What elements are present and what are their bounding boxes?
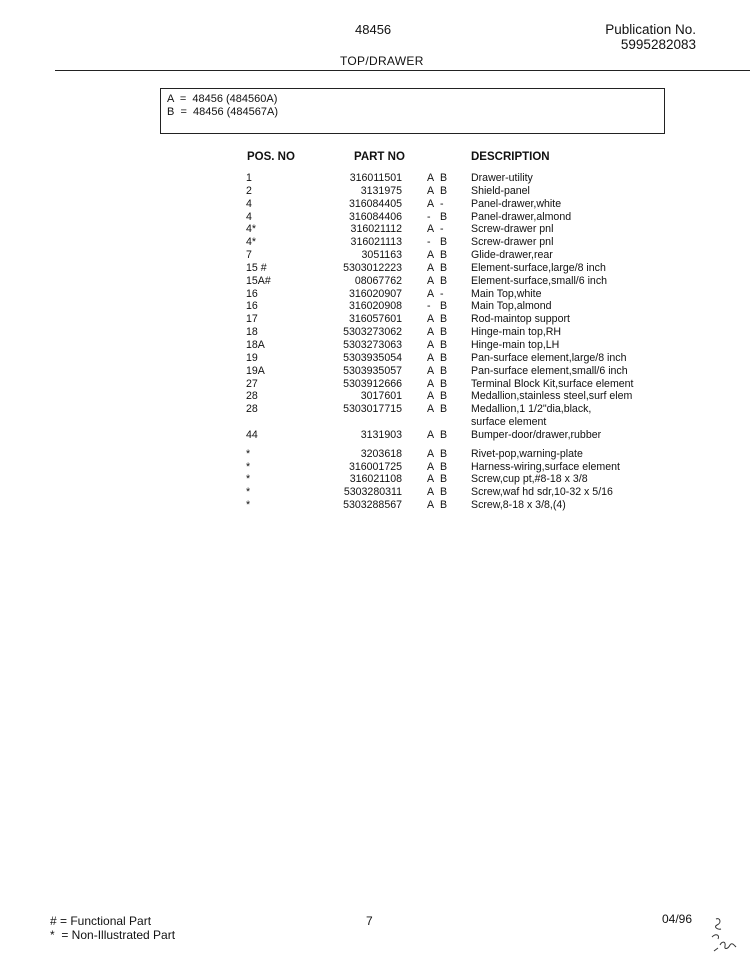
table-row bbox=[0, 211, 750, 224]
model-a-cell: A bbox=[427, 172, 435, 184]
model-a-cell: A bbox=[427, 313, 435, 326]
table-row bbox=[0, 223, 750, 236]
model-a-cell: - bbox=[427, 210, 431, 223]
table-row bbox=[0, 185, 750, 198]
part-number-cell: 5303280311 bbox=[343, 486, 402, 499]
part-number-cell: 5303935057 bbox=[343, 364, 402, 377]
part-number-cell: 316020907 bbox=[348, 287, 402, 300]
part-number-cell: 316084405 bbox=[348, 197, 402, 210]
non-illustrated-part-note: * = Non-Illustrated Part bbox=[50, 928, 176, 942]
pos-cell: 18A bbox=[246, 338, 265, 351]
pos-cell: 15A# bbox=[246, 274, 271, 287]
model-a-cell: A bbox=[427, 364, 435, 377]
model-a-cell: - bbox=[427, 236, 431, 249]
description-cell: Screw,waf hd sdr,10-32 x 5/16 bbox=[471, 486, 613, 499]
model-b-cell: B bbox=[440, 210, 448, 223]
model-a-cell: A bbox=[427, 428, 435, 441]
model-b-cell: B bbox=[440, 261, 448, 274]
model-a-cell: A bbox=[427, 486, 435, 499]
model-b-cell: B bbox=[440, 326, 448, 339]
part-number-cell: 316021112 bbox=[350, 223, 402, 236]
pos-cell: 16 bbox=[246, 287, 258, 300]
publication-number: 5995282083 bbox=[620, 37, 696, 52]
table-row bbox=[0, 172, 750, 185]
part-number-cell: 316001725 bbox=[348, 460, 402, 473]
pos-cell: 4* bbox=[246, 236, 257, 249]
part-number-cell: 5303288567 bbox=[343, 499, 402, 512]
description-cell: Harness-wiring,surface element bbox=[471, 460, 620, 473]
model-b-cell: B bbox=[440, 403, 448, 416]
model-b-cell: B bbox=[440, 377, 448, 390]
model-a-cell: A bbox=[427, 403, 435, 416]
model-b-cell: B bbox=[440, 499, 448, 512]
table-row bbox=[0, 416, 750, 429]
model-b-cell: B bbox=[440, 313, 448, 326]
table-row bbox=[0, 448, 750, 461]
publication-label: Publication No. bbox=[605, 22, 696, 37]
model-b-cell: B bbox=[440, 473, 448, 486]
model-b-cell: B bbox=[440, 274, 448, 287]
description-cell: Element-surface,large/8 inch bbox=[471, 261, 606, 274]
part-number-cell: 08067762 bbox=[354, 274, 402, 287]
table-row bbox=[0, 486, 750, 499]
table-row bbox=[0, 262, 750, 275]
description-cell: Main Top,almond bbox=[471, 300, 552, 313]
model-number: 48456 bbox=[355, 22, 392, 37]
pos-cell: 16 bbox=[246, 300, 258, 313]
part-number-cell: 5303273062 bbox=[343, 326, 402, 339]
pos-cell: 17 bbox=[246, 313, 258, 326]
model-b-cell: B bbox=[440, 364, 448, 377]
table-row bbox=[0, 198, 750, 211]
description-cell: Shield-panel bbox=[471, 184, 530, 197]
part-number-cell: 316084406 bbox=[348, 210, 402, 223]
part-number-cell: 3131975 bbox=[360, 184, 402, 197]
pos-cell: 44 bbox=[246, 428, 258, 441]
pos-cell: 27 bbox=[246, 377, 258, 390]
handwritten-mark bbox=[706, 915, 740, 955]
table-row bbox=[0, 313, 750, 326]
model-a-cell: A bbox=[427, 447, 435, 460]
pos-cell: 28 bbox=[246, 403, 258, 416]
model-b-cell: B bbox=[440, 300, 448, 313]
part-number-cell: 316057601 bbox=[348, 313, 402, 326]
table-row bbox=[0, 365, 750, 378]
model-a-cell: A bbox=[427, 184, 435, 197]
model-a-cell: A bbox=[427, 351, 435, 364]
publication-info bbox=[605, 22, 696, 52]
functional-part-note: # = Functional Part bbox=[50, 914, 152, 928]
model-a-cell: A bbox=[427, 473, 435, 486]
part-number-cell: 316021108 bbox=[349, 473, 402, 486]
model-a-cell: A bbox=[427, 223, 435, 236]
parts-table bbox=[0, 172, 750, 512]
description-cell: Glide-drawer,rear bbox=[471, 249, 553, 262]
pos-cell: 7 bbox=[246, 249, 252, 262]
part-number-cell: 316021113 bbox=[350, 236, 402, 249]
description-cell: Rivet-pop,warning-plate bbox=[471, 447, 583, 460]
table-row bbox=[0, 352, 750, 365]
model-a-cell: A bbox=[427, 377, 435, 390]
table-row bbox=[0, 236, 750, 249]
model-a-cell: A bbox=[427, 274, 435, 287]
part-number-cell: 316020908 bbox=[348, 300, 402, 313]
pos-cell: 15 # bbox=[246, 261, 267, 274]
table-row bbox=[0, 378, 750, 391]
model-b-cell: - bbox=[440, 287, 444, 300]
column-header-description: DESCRIPTION bbox=[471, 151, 550, 163]
column-header-pos: POS. NO bbox=[247, 151, 295, 163]
model-a-cell: A bbox=[427, 338, 435, 351]
pos-cell: 28 bbox=[246, 390, 258, 403]
model-b-cell: B bbox=[440, 338, 448, 351]
pos-cell: * bbox=[246, 447, 251, 460]
table-row bbox=[0, 300, 750, 313]
description-cell: Bumper-door/drawer,rubber bbox=[471, 428, 602, 441]
model-b-cell: B bbox=[440, 390, 448, 403]
table-row bbox=[0, 403, 750, 416]
description-cell: Pan-surface element,large/8 inch bbox=[471, 351, 627, 364]
part-number-cell: 5303935054 bbox=[343, 351, 402, 364]
table-row bbox=[0, 429, 750, 442]
pos-cell: 4 bbox=[246, 210, 252, 223]
page-number: 7 bbox=[366, 914, 373, 928]
pos-cell: 18 bbox=[246, 326, 258, 339]
description-cell: Hinge-main top,RH bbox=[471, 326, 562, 339]
legend-line-a: A = 48456 (484560A) bbox=[167, 93, 278, 105]
table-row bbox=[0, 249, 750, 262]
description-cell: Pan-surface element,small/6 inch bbox=[471, 364, 628, 377]
model-a-cell: A bbox=[427, 261, 435, 274]
pos-cell: * bbox=[246, 499, 251, 512]
model-b-cell: B bbox=[440, 351, 448, 364]
model-b-cell: B bbox=[440, 460, 448, 473]
model-a-cell: - bbox=[427, 300, 431, 313]
description-cell: Screw,8-18 x 3/8,(4) bbox=[471, 499, 566, 512]
model-a-cell: A bbox=[427, 287, 435, 300]
table-row bbox=[0, 326, 750, 339]
pos-cell: 4* bbox=[246, 223, 257, 236]
model-b-cell: - bbox=[440, 197, 444, 210]
part-number-cell: 3017601 bbox=[360, 390, 402, 403]
model-b-cell: - bbox=[440, 223, 444, 236]
model-b-cell: B bbox=[440, 249, 448, 262]
table-row bbox=[0, 499, 750, 512]
description-cell: Drawer-utility bbox=[471, 172, 533, 184]
pos-cell: 1 bbox=[246, 172, 252, 184]
description-cell: Panel-drawer,white bbox=[471, 197, 562, 210]
model-a-cell: A bbox=[427, 249, 435, 262]
model-b-cell: B bbox=[440, 184, 448, 197]
table-row bbox=[0, 339, 750, 352]
description-cell: Main Top,white bbox=[471, 287, 542, 300]
model-a-cell: A bbox=[427, 499, 435, 512]
description-cell: Screw-drawer pnl bbox=[471, 223, 554, 236]
model-b-cell: B bbox=[440, 447, 448, 460]
part-number-cell: 3131903 bbox=[360, 428, 402, 441]
pos-cell: 19 bbox=[246, 351, 258, 364]
part-number-cell: 5303273063 bbox=[343, 338, 402, 351]
legend-line-b: B = 48456 (484567A) bbox=[167, 105, 278, 118]
header-divider bbox=[55, 70, 750, 71]
model-b-cell: B bbox=[440, 172, 448, 184]
table-row bbox=[0, 390, 750, 403]
part-number-cell: 3051163 bbox=[361, 249, 402, 262]
table-row bbox=[0, 461, 750, 474]
model-a-cell: A bbox=[427, 197, 435, 210]
description-cell: Hinge-main top,LH bbox=[471, 338, 560, 351]
column-header-part: PART NO bbox=[354, 151, 405, 163]
description-cell: Rod-maintop support bbox=[471, 313, 570, 326]
publication-date: 04/96 bbox=[662, 912, 693, 926]
pos-cell: 19A bbox=[246, 364, 265, 377]
model-b-cell: B bbox=[440, 236, 448, 249]
footer-legend bbox=[50, 914, 175, 942]
description-cell: surface element bbox=[471, 416, 547, 429]
description-cell: Medallion,1 1/2"dia,black, bbox=[471, 403, 592, 416]
model-b-cell: B bbox=[440, 428, 448, 441]
pos-cell: * bbox=[246, 473, 251, 486]
description-cell: Panel-drawer,almond bbox=[471, 210, 572, 223]
model-a-cell: A bbox=[427, 460, 435, 473]
pos-cell: * bbox=[246, 460, 251, 473]
table-row bbox=[0, 275, 750, 288]
pos-cell: * bbox=[246, 486, 251, 499]
pos-cell: 2 bbox=[246, 184, 252, 197]
table-row bbox=[0, 473, 750, 486]
description-cell: Screw-drawer pnl bbox=[471, 236, 554, 249]
model-a-cell: A bbox=[427, 390, 435, 403]
part-number-cell: 316011501 bbox=[349, 172, 402, 184]
table-row bbox=[0, 288, 750, 301]
model-a-cell: A bbox=[427, 326, 435, 339]
model-legend-box bbox=[160, 88, 665, 134]
part-number-cell: 5303012223 bbox=[343, 261, 402, 274]
description-cell: Screw,cup pt,#8-18 x 3/8 bbox=[471, 473, 588, 486]
description-cell: Terminal Block Kit,surface element bbox=[471, 377, 634, 390]
description-cell: Medallion,stainless steel,surf elem bbox=[471, 390, 633, 403]
model-b-cell: B bbox=[440, 486, 448, 499]
part-number-cell: 5303912666 bbox=[343, 377, 402, 390]
section-title: TOP/DRAWER bbox=[340, 54, 424, 68]
pos-cell: 4 bbox=[246, 197, 252, 210]
description-cell: Element-surface,small/6 inch bbox=[471, 274, 608, 287]
part-number-cell: 3203618 bbox=[360, 447, 402, 460]
part-number-cell: 5303017715 bbox=[343, 403, 402, 416]
